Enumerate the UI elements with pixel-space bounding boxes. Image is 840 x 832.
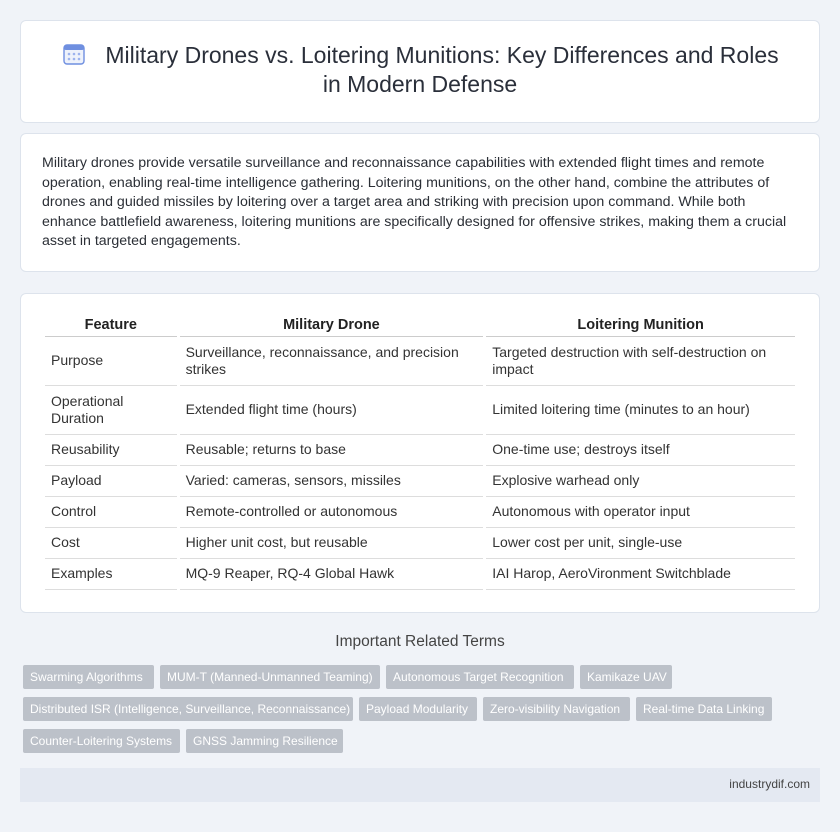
table-header-row (45, 314, 795, 337)
header-card (20, 20, 820, 123)
table-cell: Surveillance, reconnaissance, and precision strikes (180, 337, 484, 386)
table-cell: Explosive warhead only (486, 466, 795, 497)
page-title-text: Military Drones vs. Loitering Munitions: Key Differences and Roles in Modern Defense (105, 42, 779, 97)
table-row (45, 559, 795, 590)
table-cell: Payload (45, 466, 177, 497)
intro-paragraph: Military drones provide versatile surveillance and reconnaissance capabilities with extended flight times and remote operation, enabling real-time intelligence gathering. Loitering munitions, on the other hand, combine the attributes of drones and guided missiles by loitering over a target area and striking with precision upon command. While both enhance battlefield awareness, loitering munitions are specifically designed for offensive strikes, making them a crucial asset in targeted engagements. (42, 155, 787, 250)
intro-card (20, 133, 820, 272)
tag-autonomous-target-recognition[interactable]: Autonomous Target Recognition (386, 665, 574, 689)
tag-distributed-isr[interactable]: Distributed ISR (Intelligence, Surveillance, Reconnaissance) (23, 697, 353, 721)
table-cell: Reusable; returns to base (180, 435, 484, 466)
table-cell: Extended flight time (hours) (180, 386, 484, 435)
table-row (45, 497, 795, 528)
table-row (45, 386, 795, 435)
table-cell: IAI Harop, AeroVironment Switchblade (486, 559, 795, 590)
calendar-grid-icon (61, 41, 87, 67)
table-cell: MQ-9 Reaper, RQ-4 Global Hawk (180, 559, 484, 590)
tag-payload-modularity[interactable]: Payload Modularity (359, 697, 477, 721)
table-cell: Lower cost per unit, single-use (486, 528, 795, 559)
footer (20, 768, 820, 802)
footer-site-name[interactable]: industrydif.com (729, 777, 810, 791)
table-cell: Purpose (45, 337, 177, 386)
related-terms-title: Important Related Terms (335, 633, 505, 650)
table-cell: Control (45, 497, 177, 528)
tag-gnss-jamming-resilience[interactable]: GNSS Jamming Resilience (186, 729, 343, 753)
table-row (45, 337, 795, 386)
comparison-table (42, 314, 798, 590)
table-cell: One-time use; destroys itself (486, 435, 795, 466)
header-loitering-munition: Loitering Munition (486, 314, 795, 337)
table-row (45, 528, 795, 559)
table-cell: Limited loitering time (minutes to an hour) (486, 386, 795, 435)
page-title (21, 41, 819, 99)
table-cell: Reusability (45, 435, 177, 466)
tag-zero-visibility-navigation[interactable]: Zero-visibility Navigation (483, 697, 630, 721)
table-row (45, 435, 795, 466)
tag-swarming-algorithms[interactable]: Swarming Algorithms (23, 665, 154, 689)
header-feature: Feature (45, 314, 177, 337)
tag-kamikaze-uav[interactable]: Kamikaze UAV (580, 665, 672, 689)
tag-real-time-data-linking[interactable]: Real-time Data Linking (636, 697, 772, 721)
table-cell: Operational Duration (45, 386, 177, 435)
table-cell: Cost (45, 528, 177, 559)
table-row (45, 466, 795, 497)
tag-mum-t[interactable]: MUM-T (Manned-Unmanned Teaming) (160, 665, 380, 689)
tag-counter-loitering-systems[interactable]: Counter-Loitering Systems (23, 729, 180, 753)
header-military-drone: Military Drone (180, 314, 484, 337)
table-cell: Examples (45, 559, 177, 590)
table-cell: Higher unit cost, but reusable (180, 528, 484, 559)
table-cell: Targeted destruction with self-destruction on impact (486, 337, 795, 386)
table-cell: Varied: cameras, sensors, missiles (180, 466, 484, 497)
table-cell: Autonomous with operator input (486, 497, 795, 528)
table-cell: Remote-controlled or autonomous (180, 497, 484, 528)
comparison-table-card (20, 293, 820, 613)
